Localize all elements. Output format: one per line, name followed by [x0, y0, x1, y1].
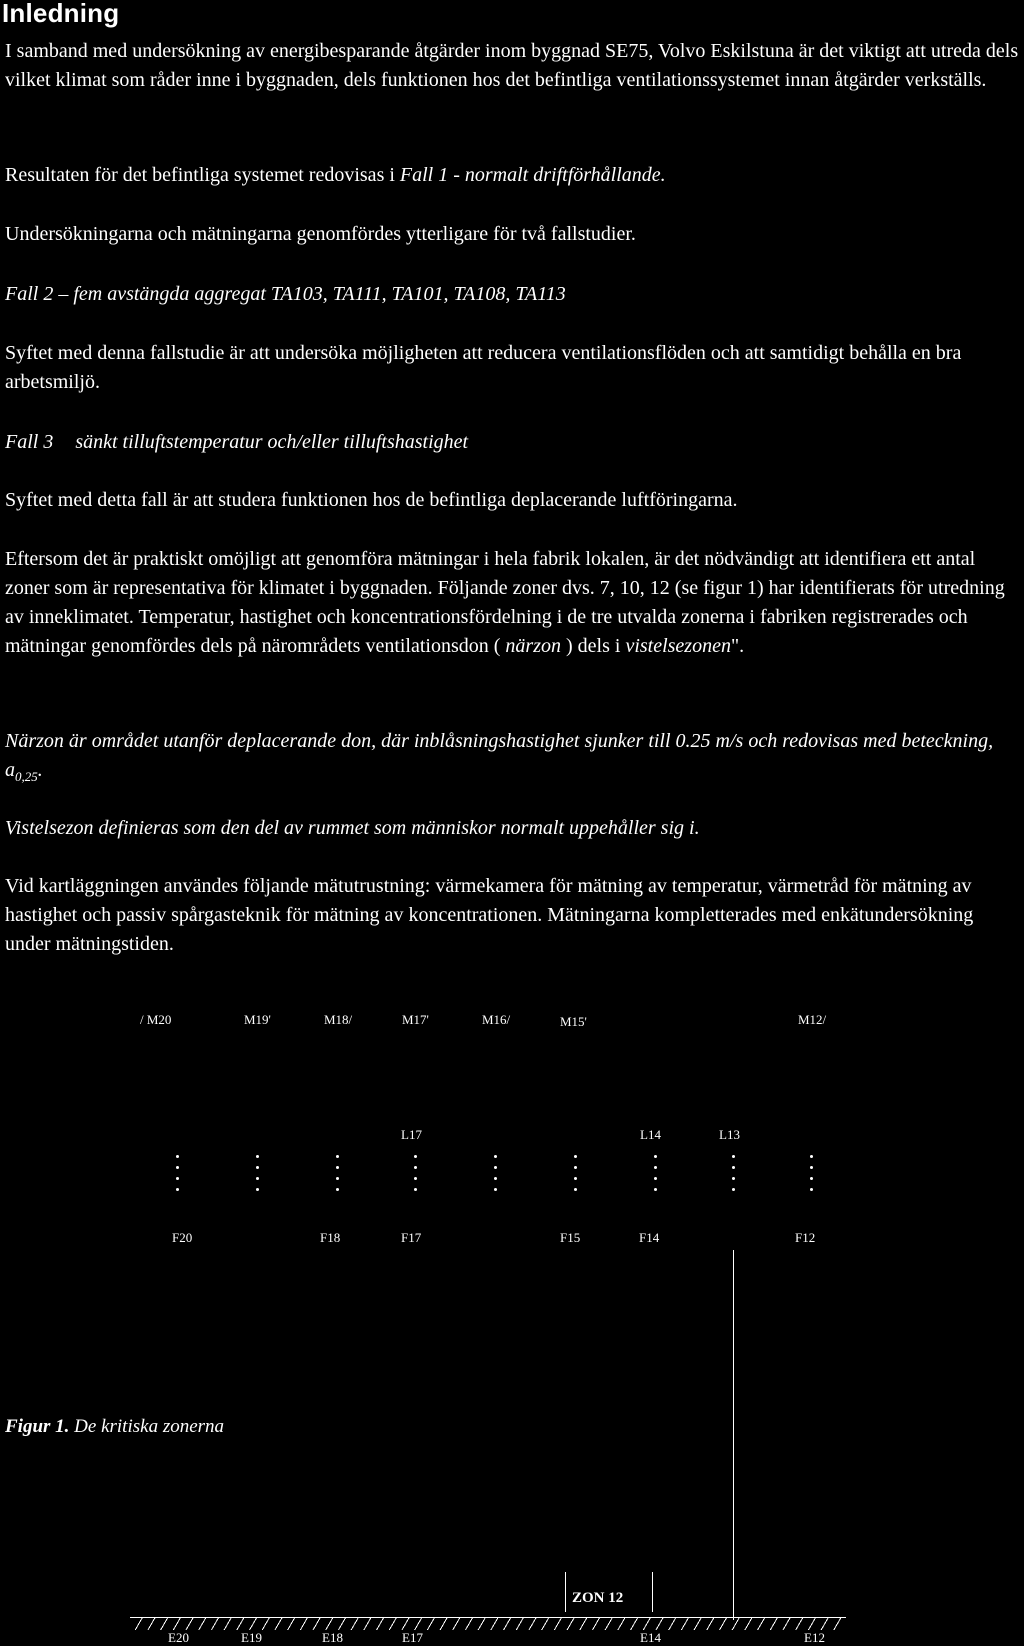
caption-number: Figur 1.: [5, 1416, 70, 1437]
floor-hatch: [130, 1617, 846, 1630]
zones-text-a: Eftersom det är praktiskt omöjligt att genomföra mätningar i hela fabrik lokalen, är det nödvändigt att identifiera ett antal zoner som är representativa för klimatet i byggnaden. Följande zoner dvs. 7, 10, 12 (se figur 1) har identifierats för utredning av inneklimatet. Temperatur, hastighet och koncentrationsfördelning i de tre utvalda zonerna i fabriken registrerades och mätningar genomfördes dels på närområdets ventilationsdon (: [5, 548, 1005, 657]
label-l14: L14: [640, 1127, 661, 1142]
dot-column: [256, 1155, 260, 1199]
zone-marker-right: [652, 1572, 653, 1612]
term-narzon: närzon: [505, 635, 561, 657]
label-m15: M15': [560, 1014, 587, 1029]
zone-12-label: ZON 12: [572, 1590, 624, 1606]
paragraph-equipment: Vid kartläggningen användes följande mätutrustning: värmekamera för mätning av temperatur, värmetråd för mätning av hastighet och passiv spårgasteknik för mätning av koncentrationen. Mätningarna kompletterades med enkätundersökning under mätningstiden.: [5, 875, 974, 955]
zone-marker-left: [565, 1572, 566, 1612]
label-m16: M16/: [482, 1012, 511, 1027]
paragraph-zones: [5, 545, 1021, 661]
label-l13: L13: [719, 1127, 740, 1142]
results-case-1: Fall 1 - normalt driftförhållande.: [399, 164, 666, 186]
zones-text-c: ".: [730, 635, 745, 657]
label-f12: F12: [795, 1230, 816, 1245]
label-f18: F18: [320, 1230, 341, 1245]
label-m20: / M20: [140, 1012, 172, 1027]
term-vistelsezon: vistelsezonen: [625, 635, 731, 657]
label-e12: E12: [804, 1630, 825, 1645]
label-f15: F15: [560, 1230, 581, 1245]
narzon-subscript: 0,25: [15, 769, 38, 784]
label-l17: L17: [401, 1127, 422, 1142]
zones-text-b: ) dels i: [561, 635, 626, 657]
label-m12: M12/: [798, 1012, 827, 1027]
label-e19: E19: [241, 1630, 262, 1645]
definition-vistelsezon: Vistelsezon definieras som den del av rummet som människor normalt uppehåller sig i.: [5, 817, 700, 839]
paragraph-results: [5, 161, 1021, 190]
case-3-heading: [5, 428, 1021, 457]
case-3-label: Fall 3: [5, 431, 54, 453]
paragraph-intro: I samband med undersökning av energibesparande åtgärder inom byggnad SE75, Volvo Eskilstuna är det viktigt att utreda dels vilket klimat som råder inne i byggnaden, dels funktionen hos det befintliga ventilationssystemet innan åtgärder verkställs.: [5, 40, 1019, 91]
label-f20: F20: [172, 1230, 193, 1245]
label-e14: E14: [640, 1630, 661, 1645]
label-e18: E18: [322, 1630, 343, 1645]
label-f14: F14: [639, 1230, 660, 1245]
figure-caption: [5, 1416, 224, 1438]
label-f17: F17: [401, 1230, 422, 1245]
dot-column: [732, 1155, 736, 1199]
zone-boundary-line: [733, 1250, 734, 1620]
caption-text: De kritiska zonerna: [69, 1416, 225, 1437]
case-3-text: sänkt tilluftstemperatur och/eller tilluftshastighet: [75, 431, 469, 453]
dot-column: [574, 1155, 578, 1199]
narzon-definition-end: .: [37, 759, 43, 781]
label-e20: E20: [168, 1630, 189, 1645]
definition-narzon: [5, 727, 1021, 791]
section-heading: Inledning: [2, 0, 120, 28]
dot-column: [176, 1155, 180, 1199]
dot-column: [810, 1155, 814, 1199]
label-m17: M17': [402, 1012, 429, 1027]
zone-figure: [0, 990, 1024, 1645]
dot-column: [414, 1155, 418, 1199]
dot-column: [494, 1155, 498, 1199]
label-m19: M19': [244, 1012, 271, 1027]
case-2-heading: Fall 2 – fem avstängda aggregat TA103, TA111, TA101, TA108, TA113: [5, 283, 566, 305]
paragraph-case-2: Syftet med denna fallstudie är att undersöka möjligheten att reducera ventilationsflöden och att samtidigt behålla en bra arbetsmiljö.: [5, 342, 962, 393]
label-m18: M18/: [324, 1012, 353, 1027]
paragraph-case-3: Syftet med detta fall är att studera funktionen hos de befintliga deplacerande luftföringarna.: [5, 489, 738, 511]
results-text: Resultaten för det befintliga systemet redovisas i: [5, 164, 400, 186]
dot-column: [336, 1155, 340, 1199]
dot-column: [654, 1155, 658, 1199]
paragraph-studies: Undersökningarna och mätningarna genomfördes ytterligare för två fallstudier.: [5, 223, 636, 245]
narzon-definition-text: Närzon är området utanför deplacerande don, där inblåsningshastighet sjunker till 0.25 m/s och redovisas med beteckning, a: [5, 730, 994, 781]
label-e17: E17: [402, 1630, 423, 1645]
